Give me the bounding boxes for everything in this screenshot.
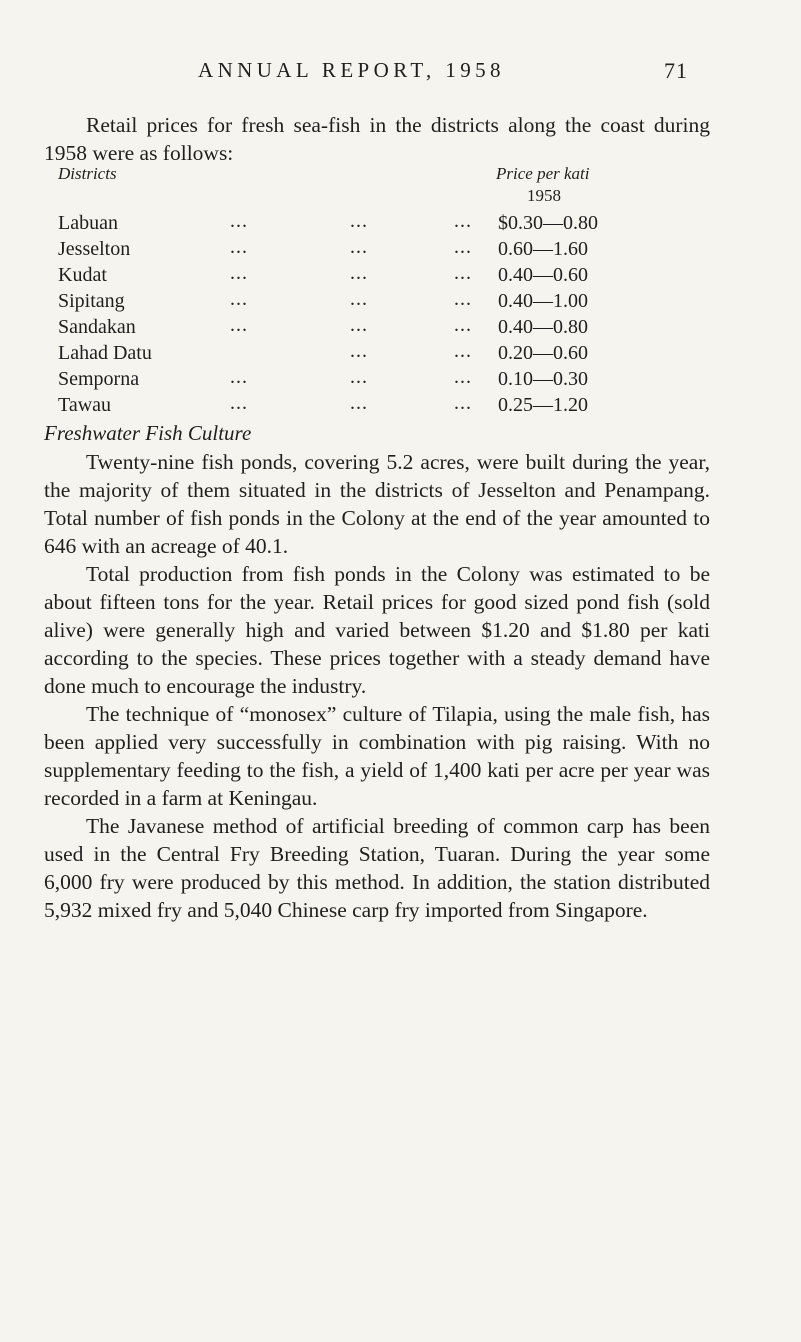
leader-dots: ...: [350, 210, 368, 232]
table-header-price: Price per kati: [496, 164, 590, 183]
leader-dots: ...: [350, 314, 368, 336]
leader-dots: ...: [350, 392, 368, 414]
leader-dots: ...: [454, 392, 472, 414]
table-row: [58, 314, 678, 340]
leader-dots: ...: [230, 262, 248, 284]
district-name: Lahad Datu: [58, 342, 152, 364]
leader-dots: ...: [454, 288, 472, 310]
leader-dots: ...: [350, 340, 368, 362]
price-table: [58, 210, 678, 418]
price-range: 0.10—0.30: [498, 368, 588, 390]
leader-dots: ...: [350, 288, 368, 310]
intro-paragraph: Retail prices for fresh sea-fish in the districts along the coast during 1958 were as follows:: [44, 113, 710, 165]
running-head: ANNUAL REPORT, 1958: [198, 58, 505, 82]
leader-dots: ...: [454, 314, 472, 336]
table-header-year: 1958: [527, 186, 561, 205]
district-name: Sandakan: [58, 316, 136, 338]
table-row: [58, 392, 678, 418]
district-name: Jesselton: [58, 238, 131, 260]
leader-dots: ...: [230, 288, 248, 310]
paragraph: The Javanese method of artificial breeding of common carp has been used in the Central Fry Breeding Station, Tuaran. During the year some 6,000 fry were produced by this method. In addition, the station distributed 5,932 mixed fry and 5,040 Chinese carp fry imported from Singapore.: [44, 814, 710, 922]
leader-dots: ...: [454, 236, 472, 258]
section-heading: Freshwater Fish Culture: [44, 421, 252, 445]
page-number: 71: [664, 58, 688, 83]
price-range: 0.40—1.00: [498, 290, 588, 312]
table-row: [58, 340, 678, 366]
paragraph: The technique of “monosex” culture of Tilapia, using the male fish, has been applied very successfully in combination with pig raising. With no supplementary feeding to the fish, a yield of 1,400 kati per acre per year was recorded in a farm at Keningau.: [44, 702, 710, 810]
leader-dots: ...: [230, 210, 248, 232]
leader-dots: ...: [350, 366, 368, 388]
leader-dots: ...: [230, 236, 248, 258]
district-name: Kudat: [58, 264, 107, 286]
section-body: [44, 448, 710, 924]
leader-dots: ...: [454, 262, 472, 284]
district-name: Sipitang: [58, 290, 125, 312]
leader-dots: ...: [230, 314, 248, 336]
price-range: 0.40—0.60: [498, 264, 588, 286]
price-range: 0.20—0.60: [498, 342, 588, 364]
table-row: [58, 210, 678, 236]
leader-dots: ...: [350, 236, 368, 258]
table-row: [58, 236, 678, 262]
table-header-districts: Districts: [58, 164, 117, 183]
district-name: Labuan: [58, 212, 118, 234]
district-name: Tawau: [58, 394, 112, 416]
district-name: Semporna: [58, 368, 140, 390]
table-row: [58, 366, 678, 392]
leader-dots: ...: [454, 366, 472, 388]
leader-dots: ...: [454, 340, 472, 362]
paragraph: Total production from fish ponds in the Colony was estimated to be about fifteen tons for the year. Retail prices for good sized pond fish (sold alive) were generally high and varied between $1.20 and $1.80 per kati according to the species. These prices together with a steady demand have done much to encourage the industry.: [44, 562, 710, 698]
price-range: 0.40—0.80: [498, 316, 588, 338]
leader-dots: ...: [350, 262, 368, 284]
leader-dots: ...: [454, 210, 472, 232]
leader-dots: ...: [230, 366, 248, 388]
table-row: [58, 262, 678, 288]
paragraph: Twenty-nine fish ponds, covering 5.2 acres, were built during the year, the majority of them situated in the districts of Jesselton and Penampang. Total number of fish ponds in the Colony at the end of the year amounted to 646 with an acreage of 40.1.: [44, 450, 710, 558]
price-range: $0.30—0.80: [498, 212, 598, 234]
table-row: [58, 288, 678, 314]
price-range: 0.60—1.60: [498, 238, 588, 260]
price-range: 0.25—1.20: [498, 394, 588, 416]
leader-dots: ...: [230, 392, 248, 414]
